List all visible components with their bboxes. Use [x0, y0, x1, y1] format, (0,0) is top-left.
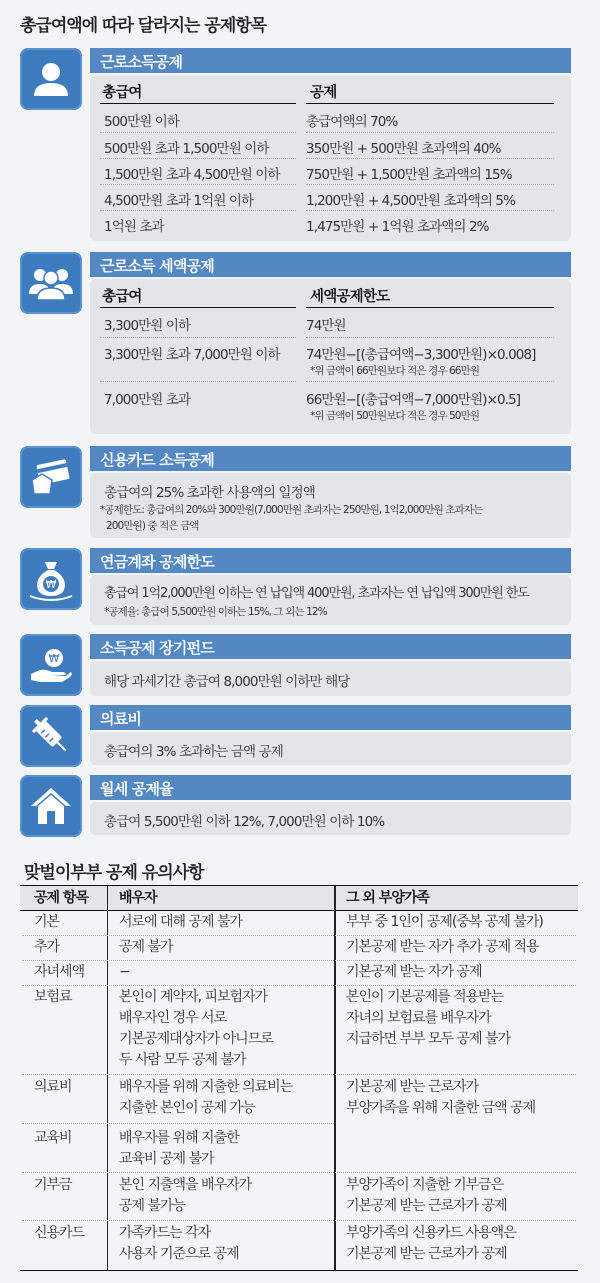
table-cell: 7,000만원 초과: [104, 392, 191, 408]
table-cell: 두 사람 모두 공제 불가: [119, 1052, 246, 1068]
table-cell: 부양가족의 신용카드 사용액은: [346, 1225, 516, 1241]
table-cell: 4,500만원 초과 1억원 이하: [104, 193, 254, 209]
table-cell: −: [119, 964, 130, 980]
body-text: 총급여의 25% 초과한 사용액의 일정액: [104, 485, 315, 501]
column-header-total-salary: 총급여: [102, 85, 142, 101]
table-cell: 74만원: [306, 318, 346, 334]
table-cell: 1,500만원 초과 4,500만원 이하: [104, 167, 280, 183]
svg-text:₩: ₩: [48, 652, 60, 665]
syringe-icon: [20, 705, 82, 767]
column-header-spouse: 배우자: [119, 890, 157, 906]
table-cell: 500만원 초과 1,500만원 이하: [104, 141, 269, 157]
table-cell: 기본공제 받는 자가 추가 공제 적용: [346, 939, 539, 955]
row-item-label: 보험료: [34, 989, 72, 1005]
table-cell: 350만원 + 500만원 초과액의 40%: [306, 141, 501, 157]
table-cell: 500만원 이하: [104, 114, 180, 130]
money-bag-icon: [20, 548, 82, 610]
table-cell: 가족카드는 각자: [119, 1225, 211, 1241]
hand-coin-icon: [20, 634, 82, 696]
table-cell: 1억원 초과: [104, 219, 164, 235]
column-header-tax-credit-limit: 세액공제한도: [310, 289, 390, 305]
footnote: 200만원) 중 적은 금액: [106, 520, 199, 532]
house-icon: [20, 775, 82, 837]
table-cell: 66만원−[(총급여액−7,000만원)×0.5]: [306, 392, 521, 408]
row-item-label: 추가: [34, 939, 60, 955]
credit-card-icon: [20, 446, 82, 508]
table-cell: 배우자인 경우 서로: [119, 1010, 227, 1026]
section-title-monthly-rent: 월세 공제율: [90, 775, 571, 800]
footnote: *공제율: 총급여 5,500만원 이하는 15%, 그 외는 12%: [104, 606, 327, 618]
row-item-label: 자녀세액: [34, 964, 85, 980]
table-cell: 지출한 본인이 공제 가능: [119, 1100, 255, 1116]
column-header-total-salary: 총급여: [102, 289, 142, 305]
row-item-label: 교육비: [34, 1130, 72, 1146]
table-cell: 지급하면 부부 모두 공제 불가: [346, 1031, 511, 1047]
row-item-label: 신용카드: [34, 1225, 85, 1241]
body-text: 해당 과세기간 총급여 8,000만원 이하만 해당: [104, 674, 350, 690]
table-cell: 기본공제 받는 근로자가 공제: [346, 1246, 507, 1262]
table-cell: 서로에 대해 공제 불가: [119, 914, 243, 930]
table-cell: 기본공제 받는 근로자가 공제: [346, 1198, 507, 1214]
table-cell: 총급여액의 70%: [306, 114, 398, 130]
table-cell: 교육비 공제 불가: [119, 1151, 214, 1167]
row-item-label: 의료비: [34, 1079, 72, 1095]
table-cell: 기본공제대상자가 아니므로: [119, 1031, 273, 1047]
table-cell: 750만원 + 1,500만원 초과액의 15%: [306, 167, 512, 183]
body-text: 총급여 5,500만원 이하 12%, 7,000만원 이하 10%: [104, 814, 385, 830]
table-cell: 3,300만원 이하: [104, 318, 191, 334]
table-cell: 본인 지출액을 배우자가: [119, 1177, 252, 1193]
couple-section-title: 맞벌이부부 공제 유의사항: [24, 863, 204, 883]
column-header-deduction: 공제: [310, 85, 337, 101]
column-header-other-dependents: 그 외 부양가족: [346, 890, 429, 906]
group-icon: [20, 252, 82, 314]
table-cell: 1,475만원 + 1억원 초과액의 2%: [306, 219, 489, 235]
table-cell: 본인이 계약자, 피보험자가: [119, 989, 268, 1005]
column-header-item: 공제 항목: [34, 890, 88, 906]
section-title-long-term-fund: 소득공제 장기펀드: [90, 634, 571, 659]
table-cell: 3,300만원 초과 7,000만원 이하: [104, 347, 280, 363]
table-cell: 부양가족을 위해 지출한 금액 공제: [346, 1100, 536, 1116]
row-item-label: 기부금: [34, 1177, 72, 1193]
svg-text:₩: ₩: [45, 578, 57, 591]
footnote: *위 금액이 50만원보다 적은 경우 50만원: [310, 410, 480, 422]
table-cell: 기본공제 받는 자가 공제: [346, 964, 482, 980]
section-title-earned-income-tax-credit: 근로소득 세액공제: [90, 252, 571, 277]
table-cell: 공제 불가: [119, 939, 173, 955]
table-cell: 사용자 기준으로 공제: [119, 1246, 239, 1262]
table-cell: 1,200만원 + 4,500만원 초과액의 5%: [306, 193, 516, 209]
body-text: 총급여 1억2,000만원 이하는 연 납입액 400만원, 초과자는 연 납입액 300만원 한도: [104, 586, 529, 601]
footnote: *위 금액이 66만원보다 적은 경우 66만원: [310, 365, 480, 377]
table-cell: 본인이 기본공제를 적용받는: [346, 989, 504, 1005]
section-title-pension-account-limit: 연금계좌 공제한도: [90, 548, 571, 573]
table-cell: 자녀의 보험료를 배우자가: [346, 1010, 491, 1026]
section-title-medical-expenses: 의료비: [90, 705, 571, 730]
table-cell: 기본공제 받는 근로자가: [346, 1079, 479, 1095]
table-cell: 배우자를 위해 지출한 의료비는: [119, 1079, 293, 1095]
table-cell: 부부 중 1인이 공제(중복 공제 불가): [346, 914, 543, 930]
page-title: 총급여액에 따라 달라지는 공제항목: [20, 16, 267, 36]
section-title-earned-income-deduction: 근로소득공제: [90, 48, 571, 73]
table-cell: 74만원−[(총급여액−3,300만원)×0.008]: [306, 347, 536, 363]
body-text: 총급여의 3% 초과하는 금액 공제: [104, 744, 283, 760]
person-icon: [20, 48, 82, 110]
footnote: *공제한도: 총급여의 20%와 300만원(7,000만원 초과자는 250만원, 1억2,000만원 초과자는: [100, 504, 483, 516]
table-cell: 공제 불가능: [119, 1198, 186, 1214]
section-title-credit-card-deduction: 신용카드 소득공제: [90, 446, 571, 471]
table-cell: 배우자를 위해 지출한: [119, 1130, 239, 1146]
row-item-label: 기본: [34, 914, 60, 930]
table-cell: 부양가족이 지출한 기부금은: [346, 1177, 504, 1193]
